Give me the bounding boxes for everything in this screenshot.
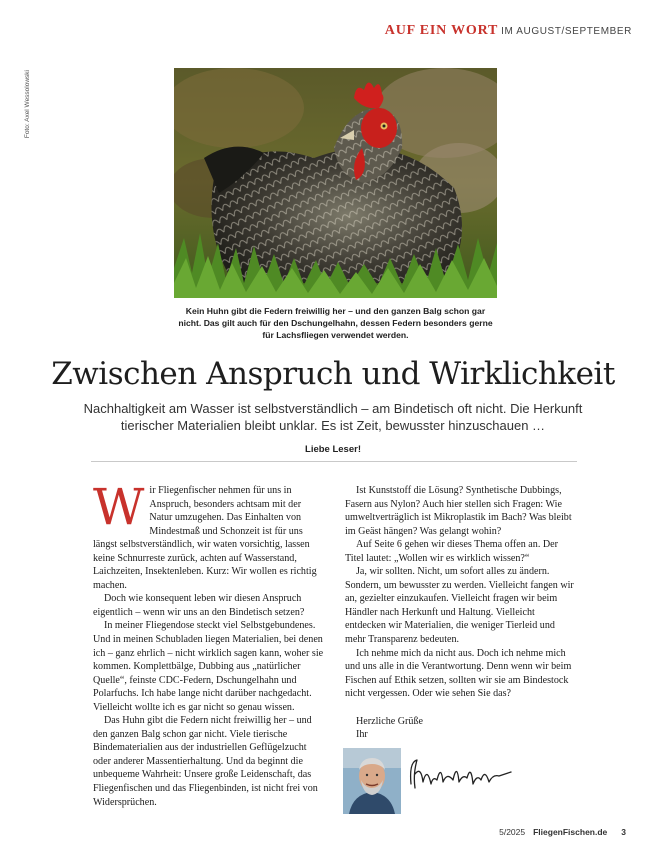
closing-greeting: Herzliche Grüße [356, 715, 423, 727]
paragraph: Ist Kunststoff die Lösung? Synthetische Dubbings, Fasern aus Nylon? Auch hier stellen sich Fragen: Wie umweltverträglich ist Mikroplastik im Bach? Was bleibt im Geäst hängen? Was gelangt wohin? [345, 485, 572, 537]
paragraph: Wir Fliegenfischer nehmen für uns in Anspruch, besonders achtsam mit der Natur umzugehen. Das Einhalten von Mindestmaß und Schonzeit ist für uns längst selbstverständlich, wir waten vorsichtig, lassen keine Schnurreste zurück, achten auf Wasserstand, Laichzeiten, Insektenleben. Kurz: Wir wollen es richtig machen. [93, 478, 317, 591]
page-number: 3 [621, 827, 626, 837]
author-row [345, 748, 576, 818]
article-lead: Nachhaltigkeit am Wasser ist selbstverständlich – am Bindetisch oft nicht. Die Herkunft tierischer Materialien bleibt unklar. Es ist Zeit, bewusster hinzuschauen … [83, 401, 583, 433]
page-header [385, 21, 632, 39]
article-title: Zwischen Anspruch und Wirklichkeit [51, 356, 615, 392]
footer-issue: 5/2025 [499, 827, 526, 837]
paragraph: Ja, wir sollten. Nicht, um sofort alles zu ändern. Sondern, um bewusster zu werden. Vielleicht fangen wir an, gezielter einzukaufen. Vielleicht fragen wir beim Händler nach Herkunft und Haltung. Vielleicht entdecken wir Materialien, die weniger Tierleid und mehr Transparenz bedeuten. [345, 566, 574, 646]
text-column-right [345, 484, 576, 818]
salutation: Liebe Leser! [305, 444, 361, 455]
author-portrait [343, 748, 401, 814]
footer-site: FliegenFischen.de [533, 827, 608, 837]
closing-ihr: Ihr [356, 729, 368, 741]
closing-block [345, 715, 576, 742]
text-column-left [93, 478, 324, 809]
page-footer [499, 827, 626, 837]
paragraph: Auf Seite 6 gehen wir dieses Thema offen an. Der Titel lautet: „Wollen wir es wirklich wissen?“ [345, 539, 558, 564]
paragraph: Das Huhn gibt die Federn nicht freiwillig her – und den ganzen Balg schon gar nicht. Viele tierische Bindematerialien aus der industriellen Geflügelzucht oder anderer Massentierhaltung. Und da beginnt die unbequeme Wahrheit: Unsere große Leidenschaft, das Fliegenfischen und das Fliegenbinden, ist nicht frei von Widersprüchen. [93, 715, 318, 808]
rooster-photo [174, 68, 497, 298]
divider-line [91, 461, 577, 462]
author-signature [407, 754, 517, 794]
paragraph: Doch wie konsequent leben wir diesen Anspruch eigentlich – wenn wir uns an den Bindetisch setzen? [93, 593, 305, 618]
photo-caption: Kein Huhn gibt die Federn freiwillig her – und den ganzen Balg schon gar nicht. Das gilt auch für den Dschungelhahn, dessen Federn besonders gerne für Lachsfliegen verwendet werden. [178, 306, 493, 340]
drop-cap: W [93, 478, 145, 536]
rubric-label: AUF EIN WORT [384, 23, 499, 38]
paragraph: In meiner Fliegendose steckt viel Selbstgebundenes. Und in meinen Schubladen liegen Materialien, bei denen ich – ganz ehrlich – nicht wirklich sagen kann, woher sie kommen. Komplettbälge, Dubbing aus „natürlicher Quelle“, feinste CDC-Federn, Dschungelhahn und Polarfuchs. Ich habe lange nicht darüber nachgedacht. Vielleicht wollte ich es gar nicht so genau wissen. [93, 620, 324, 713]
photo-credit: Foto: Axel Wessolowski [24, 70, 31, 139]
issue-label: IM AUGUST/SEPTEMBER [501, 26, 632, 37]
paragraph: Ich nehme mich da nicht aus. Doch ich nehme mich und uns alle in die Verantwortung. Denn wenn wir beim Fischen auf Ethik setzen, sollten wir sie am Bindestock nicht vergessen. Oder wie sehen Sie das? [345, 647, 572, 700]
